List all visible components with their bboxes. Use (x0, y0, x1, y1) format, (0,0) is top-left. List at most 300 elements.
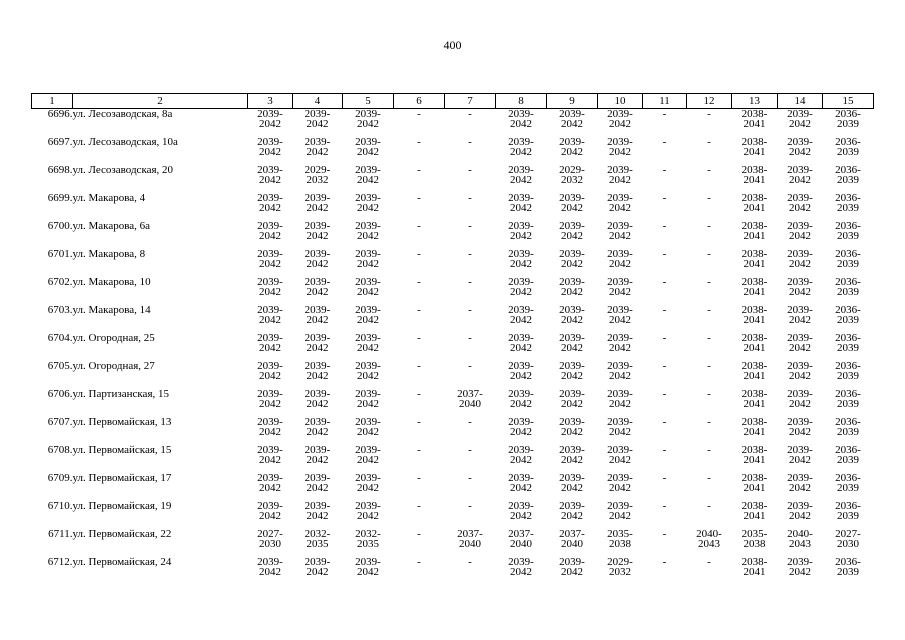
period-text: 2042 (306, 230, 329, 242)
period-cell-col-4 (293, 109, 343, 138)
period-text: 2039- (355, 164, 381, 176)
period-cell-col-13 (732, 501, 778, 529)
period-text: 2039- (508, 556, 534, 568)
period-text: 2036- (835, 276, 861, 288)
column-header-5: 5 (343, 94, 394, 109)
row-number: 6698. (47, 164, 73, 176)
table-row (32, 501, 874, 529)
row-number: 6704. (47, 332, 73, 344)
period-text: 2038- (741, 444, 768, 456)
period-cell-col-13 (732, 165, 778, 193)
period-text: - (417, 500, 421, 512)
period-text: 2039- (257, 332, 283, 344)
period-text: 2039- (355, 332, 381, 344)
period-text: 2039- (257, 416, 283, 428)
period-text: 2039- (607, 276, 633, 288)
period-text: 2039- (787, 248, 813, 260)
period-text: 2039- (257, 108, 283, 120)
period-text: 2039- (787, 164, 813, 176)
period-text: 2042 (789, 398, 811, 410)
address-cell: ул. Лесозаводская, 20 (72, 164, 174, 176)
table-row (32, 389, 874, 417)
period-cell-col-13 (732, 249, 778, 277)
period-cell-col-9 (547, 501, 598, 529)
period-text: - (417, 416, 421, 428)
table-row (32, 221, 874, 249)
period-text: 2039- (559, 304, 585, 316)
row-number: 6703. (47, 304, 73, 316)
period-text: 2042 (259, 510, 281, 522)
period-cell-col-7 (445, 109, 496, 138)
period-text: 2042 (510, 202, 532, 214)
column-header-8: 8 (496, 94, 547, 109)
period-text: 2039- (508, 276, 534, 288)
period-text: 2039- (508, 108, 534, 120)
period-cell-col-11 (643, 445, 687, 473)
period-text: 2039- (607, 192, 633, 204)
period-text: 2039- (257, 500, 283, 512)
period-cell-col-5 (343, 389, 394, 417)
period-text: 2039- (607, 248, 633, 260)
period-text: 2042 (510, 174, 532, 186)
period-text: 2039- (355, 192, 381, 204)
period-cell-col-10 (598, 557, 643, 585)
period-text: 2042 (561, 230, 583, 242)
period-text: 2039- (304, 248, 331, 260)
period-text: 2036- (835, 500, 861, 512)
period-text: 2038- (741, 108, 768, 120)
period-text: 2039- (559, 108, 585, 120)
address-cell: ул. Лесозаводская, 8а (72, 108, 173, 120)
period-text: 2042 (259, 230, 281, 242)
period-cell-col-12 (687, 165, 732, 193)
period-text: 2042 (306, 510, 329, 522)
period-cell-col-15 (823, 389, 874, 417)
period-text: 2039- (304, 388, 331, 400)
period-text: 2039- (304, 556, 331, 568)
period-text: 2042 (561, 510, 583, 522)
period-text: - (662, 304, 667, 316)
period-cell-col-10 (598, 501, 643, 529)
period-text: 2042 (561, 118, 583, 130)
period-text: - (468, 248, 472, 260)
period-text: 2039- (607, 360, 633, 372)
period-text: 2042 (510, 342, 532, 354)
period-cell-col-6 (394, 277, 445, 305)
row-number: 6712. (47, 556, 73, 568)
row-number: 6700. (47, 220, 73, 232)
period-cell-col-14 (778, 389, 823, 417)
period-cell-col-10 (598, 165, 643, 193)
period-text: 2039- (257, 192, 283, 204)
period-text: 2042 (357, 258, 379, 270)
period-text: 2039- (787, 500, 813, 512)
period-text: 2038- (741, 388, 768, 400)
period-cell-col-13 (732, 473, 778, 501)
period-text: - (417, 528, 421, 540)
period-text: 2039 (837, 426, 859, 438)
period-cell-col-8 (496, 389, 547, 417)
period-text: 2039- (607, 388, 633, 400)
period-text: - (662, 388, 667, 400)
period-text: 2042 (259, 118, 281, 130)
period-text: - (417, 304, 421, 316)
period-text: 2042 (357, 146, 379, 158)
period-cell-col-7 (445, 277, 496, 305)
period-text: 2039- (257, 388, 283, 400)
period-text: - (417, 276, 421, 288)
period-cell-col-4 (293, 473, 343, 501)
period-text: 2042 (561, 482, 583, 494)
period-cell-col-10 (598, 249, 643, 277)
period-cell-col-15 (823, 221, 874, 249)
column-header-1: 1 (32, 94, 73, 109)
period-text: 2039- (559, 556, 585, 568)
period-cell-col-6 (394, 165, 445, 193)
address-cell: ул. Первомайская, 13 (72, 416, 172, 428)
period-text: 2039 (837, 510, 859, 522)
period-text: 2042 (609, 370, 631, 382)
period-cell-col-7 (445, 361, 496, 389)
period-text: 2039- (607, 472, 633, 484)
period-cell-col-11 (643, 165, 687, 193)
period-text: 2042 (357, 118, 379, 130)
period-text: 2038- (741, 220, 768, 232)
period-cell-col-11 (643, 501, 687, 529)
period-cell-col-8 (496, 529, 547, 557)
period-text: 2042 (357, 566, 379, 578)
period-text: 2039- (559, 500, 585, 512)
period-text: 2042 (510, 370, 532, 382)
period-cell-col-15 (823, 501, 874, 529)
period-cell-col-4 (293, 389, 343, 417)
period-text: 2042 (561, 202, 583, 214)
period-text: 2042 (561, 426, 583, 438)
period-text: 2039- (304, 136, 331, 148)
period-text: 2039- (607, 220, 633, 232)
period-text: - (707, 220, 711, 232)
period-cell-col-11 (643, 473, 687, 501)
row-number: 6708. (47, 444, 73, 456)
period-text: 2032 (306, 174, 329, 186)
period-text: 2042 (561, 370, 583, 382)
period-text: 2039- (355, 220, 381, 232)
period-text: - (417, 192, 421, 204)
period-text: 2041 (743, 118, 766, 130)
period-text: 2039- (559, 332, 585, 344)
period-text: 2039- (304, 500, 331, 512)
period-cell-col-3 (248, 249, 293, 277)
period-text: 2039- (304, 220, 331, 232)
page-number: 400 (443, 38, 462, 52)
period-text: 2042 (259, 342, 281, 354)
period-text: - (468, 360, 472, 372)
period-cell-col-7 (445, 501, 496, 529)
period-text: - (707, 248, 711, 260)
period-text: 2042 (510, 482, 532, 494)
period-cell-col-10 (598, 193, 643, 221)
period-cell-col-6 (394, 417, 445, 445)
period-cell-col-12 (687, 305, 732, 333)
period-text: 2036- (835, 360, 861, 372)
period-cell-col-11 (643, 361, 687, 389)
period-cell-col-12 (687, 137, 732, 165)
period-text: 2039- (607, 164, 633, 176)
period-text: 2037- (559, 528, 585, 540)
period-cell-col-14 (778, 361, 823, 389)
period-text: 2042 (510, 426, 532, 438)
period-text: 2042 (259, 454, 281, 466)
period-text: 2042 (306, 118, 329, 130)
period-text: - (417, 248, 421, 260)
period-text: 2039- (355, 500, 381, 512)
period-text: 2039- (355, 388, 381, 400)
period-cell-col-8 (496, 501, 547, 529)
period-text: - (662, 444, 667, 456)
period-text: 2042 (510, 314, 532, 326)
period-text: 2042 (789, 146, 811, 158)
period-cell-col-13 (732, 221, 778, 249)
period-cell-col-5 (343, 417, 394, 445)
period-cell-col-8 (496, 557, 547, 585)
period-text: 2039- (559, 444, 585, 456)
period-cell-col-5 (343, 109, 394, 138)
period-text: 2042 (357, 286, 379, 298)
column-header-9: 9 (547, 94, 598, 109)
period-text: 2039- (355, 304, 381, 316)
period-cell-col-13 (732, 193, 778, 221)
period-text: 2042 (259, 286, 281, 298)
period-text: - (662, 556, 667, 568)
period-cell-col-9 (547, 165, 598, 193)
row-number: 6697. (47, 136, 73, 148)
period-cell-col-9 (547, 361, 598, 389)
period-cell-col-5 (343, 333, 394, 361)
period-cell-col-7 (445, 193, 496, 221)
period-cell-col-3 (248, 417, 293, 445)
period-text: 2042 (259, 482, 281, 494)
period-cell-col-9 (547, 417, 598, 445)
period-text: 2032- (304, 528, 331, 540)
period-text: 2042 (357, 174, 379, 186)
period-text: 2039- (355, 276, 381, 288)
period-text: 2042 (609, 230, 631, 242)
period-text: 2039- (607, 416, 633, 428)
period-text: 2039- (607, 108, 633, 120)
period-text: 2042 (306, 146, 329, 158)
period-cell-col-6 (394, 137, 445, 165)
address-cell: ул. Первомайская, 15 (72, 444, 172, 456)
period-cell-col-8 (496, 109, 547, 138)
period-text: 2041 (743, 482, 766, 494)
period-cell-col-15 (823, 277, 874, 305)
period-text: 2042 (561, 454, 583, 466)
table-row (32, 109, 874, 138)
period-text: 2042 (561, 342, 583, 354)
period-text: - (468, 304, 472, 316)
period-text: 2039- (257, 248, 283, 260)
period-text: 2042 (609, 510, 631, 522)
column-header-15: 15 (823, 94, 874, 109)
period-cell-col-5 (343, 361, 394, 389)
period-cell-col-14 (778, 165, 823, 193)
period-cell-col-4 (293, 361, 343, 389)
period-text: 2042 (357, 398, 379, 410)
column-header-6: 6 (394, 94, 445, 109)
period-text: 2039- (787, 220, 813, 232)
period-text: 2029- (304, 164, 331, 176)
period-text: 2039- (559, 192, 585, 204)
period-text: 2039- (257, 444, 283, 456)
period-text: 2036- (835, 388, 861, 400)
period-text: - (468, 220, 472, 232)
period-cell-col-3 (248, 529, 293, 557)
period-cell-col-10 (598, 361, 643, 389)
period-cell-col-7 (445, 529, 496, 557)
period-text: 2042 (510, 510, 532, 522)
period-cell-col-11 (643, 193, 687, 221)
period-text: 2039- (355, 472, 381, 484)
period-text: 2039- (559, 248, 585, 260)
column-header-13: 13 (732, 94, 778, 109)
period-text: 2039- (559, 220, 585, 232)
period-text: 2039- (508, 444, 534, 456)
period-cell-col-9 (547, 305, 598, 333)
address-cell: ул. Макарова, 6а (72, 220, 151, 232)
column-header-4: 4 (293, 94, 343, 109)
period-text: 2039- (355, 360, 381, 372)
period-text: - (707, 500, 711, 512)
period-text: - (662, 500, 667, 512)
period-text: 2039 (837, 398, 859, 410)
period-cell-col-15 (823, 249, 874, 277)
period-cell-col-12 (687, 361, 732, 389)
period-cell-col-10 (598, 277, 643, 305)
period-cell-col-4 (293, 501, 343, 529)
period-cell-col-9 (547, 249, 598, 277)
period-cell-col-12 (687, 417, 732, 445)
period-text: 2038- (741, 472, 768, 484)
period-text: 2036- (835, 248, 861, 260)
period-text: 2042 (789, 118, 811, 130)
period-cell-col-8 (496, 249, 547, 277)
period-text: 2039- (257, 276, 283, 288)
period-cell-col-14 (778, 333, 823, 361)
period-text: 2038 (609, 538, 631, 550)
period-text: 2042 (609, 426, 631, 438)
period-text: 2042 (561, 566, 583, 578)
period-text: 2042 (306, 342, 329, 354)
column-header-2: 2 (73, 94, 248, 109)
period-cell-col-15 (823, 137, 874, 165)
period-cell-col-7 (445, 557, 496, 585)
period-cell-col-5 (343, 221, 394, 249)
period-text: 2042 (259, 258, 281, 270)
period-cell-col-11 (643, 529, 687, 557)
period-text: 2042 (789, 342, 811, 354)
period-cell-col-15 (823, 165, 874, 193)
period-cell-col-3 (248, 333, 293, 361)
period-cell-col-10 (598, 333, 643, 361)
period-text: 2029- (559, 164, 585, 176)
period-text: 2039- (607, 332, 633, 344)
period-cell-col-3 (248, 137, 293, 165)
schedule-table (31, 93, 874, 585)
period-text: 2032- (355, 528, 381, 540)
period-cell-col-3 (248, 501, 293, 529)
period-text: 2035 (306, 538, 329, 550)
table-row (32, 165, 874, 193)
period-cell-col-5 (343, 137, 394, 165)
period-cell-col-4 (293, 445, 343, 473)
period-text: 2042 (510, 286, 532, 298)
period-cell-col-3 (248, 445, 293, 473)
period-text: 2041 (743, 426, 766, 438)
period-text: 2042 (510, 454, 532, 466)
period-cell-col-8 (496, 193, 547, 221)
period-cell-col-11 (643, 389, 687, 417)
period-text: 2042 (510, 398, 532, 410)
period-cell-col-6 (394, 529, 445, 557)
period-text: 2030 (837, 538, 859, 550)
period-text: 2040- (696, 528, 722, 540)
period-text: - (662, 164, 667, 176)
table-row (32, 417, 874, 445)
period-text: - (707, 360, 711, 372)
period-text: 2039- (508, 136, 534, 148)
period-cell-col-5 (343, 445, 394, 473)
period-text: - (468, 192, 472, 204)
period-cell-col-6 (394, 501, 445, 529)
period-cell-col-15 (823, 361, 874, 389)
period-text: 2042 (306, 258, 329, 270)
period-text: 2039- (787, 304, 813, 316)
table-row (32, 557, 874, 585)
period-text: 2039- (607, 304, 633, 316)
period-cell-col-3 (248, 473, 293, 501)
address-cell: ул. Огородная, 27 (72, 360, 155, 372)
period-text: 2039- (787, 332, 813, 344)
period-text: 2042 (357, 342, 379, 354)
period-text: 2041 (743, 230, 766, 242)
period-text: 2042 (789, 426, 811, 438)
period-cell-col-7 (445, 445, 496, 473)
period-cell-col-10 (598, 109, 643, 138)
period-text: - (468, 416, 472, 428)
address-cell: ул. Первомайская, 22 (72, 528, 172, 540)
period-cell-col-6 (394, 305, 445, 333)
period-text: 2043 (698, 538, 720, 550)
period-text: 2042 (357, 370, 379, 382)
period-cell-col-8 (496, 361, 547, 389)
period-text: 2039- (787, 472, 813, 484)
table-row (32, 333, 874, 361)
period-cell-col-4 (293, 557, 343, 585)
row-number: 6699. (47, 192, 73, 204)
period-text: 2042 (306, 426, 329, 438)
period-cell-col-11 (643, 305, 687, 333)
period-cell-col-13 (732, 557, 778, 585)
address-cell: ул. Первомайская, 24 (72, 556, 172, 568)
period-text: 2042 (789, 510, 811, 522)
period-text: 2039- (607, 136, 633, 148)
period-cell-col-6 (394, 333, 445, 361)
period-text: - (417, 360, 421, 372)
period-text: 2039 (837, 314, 859, 326)
period-text: 2037- (457, 528, 483, 540)
period-text: 2039- (559, 136, 585, 148)
period-text: 2039- (355, 136, 381, 148)
